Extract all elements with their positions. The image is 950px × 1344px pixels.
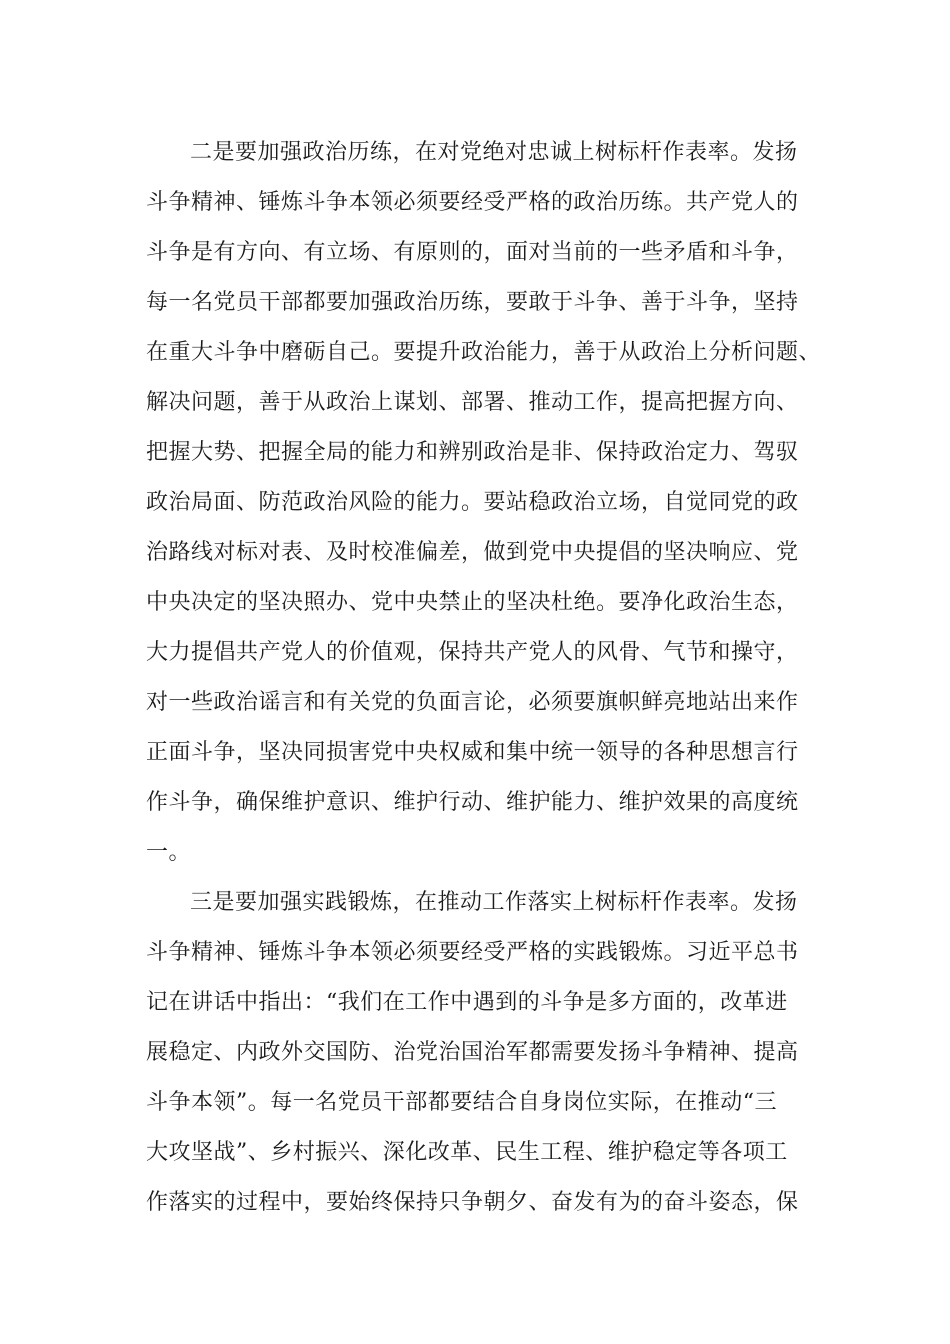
text-line: 记在讲话中指出：“我们在工作中遇到的斗争是多方面的，改革进: [146, 990, 788, 1015]
text-line: 中央决定的坚决照办、党中央禁止的坚决杜绝。要净化政治生态，: [146, 590, 799, 615]
text-line: 二是要加强政治历练，在对党绝对忠诚上树标杆作表率。发扬: [190, 140, 798, 165]
text-line: 对一些政治谣言和有关党的负面言论，必须要旗帜鲜亮地站出来作: [146, 690, 799, 715]
text-line: 斗争是有方向、有立场、有原则的，面对当前的一些矛盾和斗争，: [146, 240, 799, 265]
text-line: 解决问题，善于从政治上谋划、部署、推动工作，提高把握方向、: [146, 390, 799, 415]
text-line: 斗争本领”。每一名党员干部都要结合自身岗位实际，在推动“三: [146, 1090, 777, 1115]
text-line: 在重大斗争中磨砺自己。要提升政治能力，善于从政治上分析问题、: [146, 340, 822, 365]
text-line: 治路线对标对表、及时校准偏差，做到党中央提倡的坚决响应、党: [146, 540, 799, 565]
text-line: 大力提倡共产党人的价值观，保持共产党人的风骨、气节和操守，: [146, 640, 799, 665]
text-line: 展稳定、内政外交国防、治党治国治军都需要发扬斗争精神、提高: [146, 1040, 799, 1065]
text-line: 政治局面、防范政治风险的能力。要站稳政治立场，自觉同党的政: [146, 490, 799, 515]
paragraph: [146, 128, 836, 878]
paragraph: [146, 878, 836, 1228]
text-line: 每一名党员干部都要加强政治历练，要敢于斗争、善于斗争，坚持: [146, 290, 799, 315]
text-line: 斗争精神、锤炼斗争本领必须要经受严格的实践锻炼。习近平总书: [146, 940, 799, 965]
text-line: 三是要加强实践锻炼，在推动工作落实上树标杆作表率。发扬: [190, 890, 798, 915]
text-line: 把握大势、把握全局的能力和辨别政治是非、保持政治定力、驾驭: [146, 440, 799, 465]
document-body: [146, 128, 836, 1228]
text-line: 大攻坚战”、乡村振兴、深化改革、民生工程、维护稳定等各项工: [146, 1140, 788, 1165]
text-line: 斗争精神、锤炼斗争本领必须要经受严格的政治历练。共产党人的: [146, 190, 799, 215]
text-line: 作斗争，确保维护意识、维护行动、维护能力、维护效果的高度统: [146, 790, 799, 815]
text-line: 作落实的过程中，要始终保持只争朝夕、奋发有为的奋斗姿态，保: [146, 1190, 799, 1215]
text-line: 正面斗争，坚决同损害党中央权威和集中统一领导的各种思想言行: [146, 740, 799, 765]
text-line: 一。: [146, 840, 192, 865]
